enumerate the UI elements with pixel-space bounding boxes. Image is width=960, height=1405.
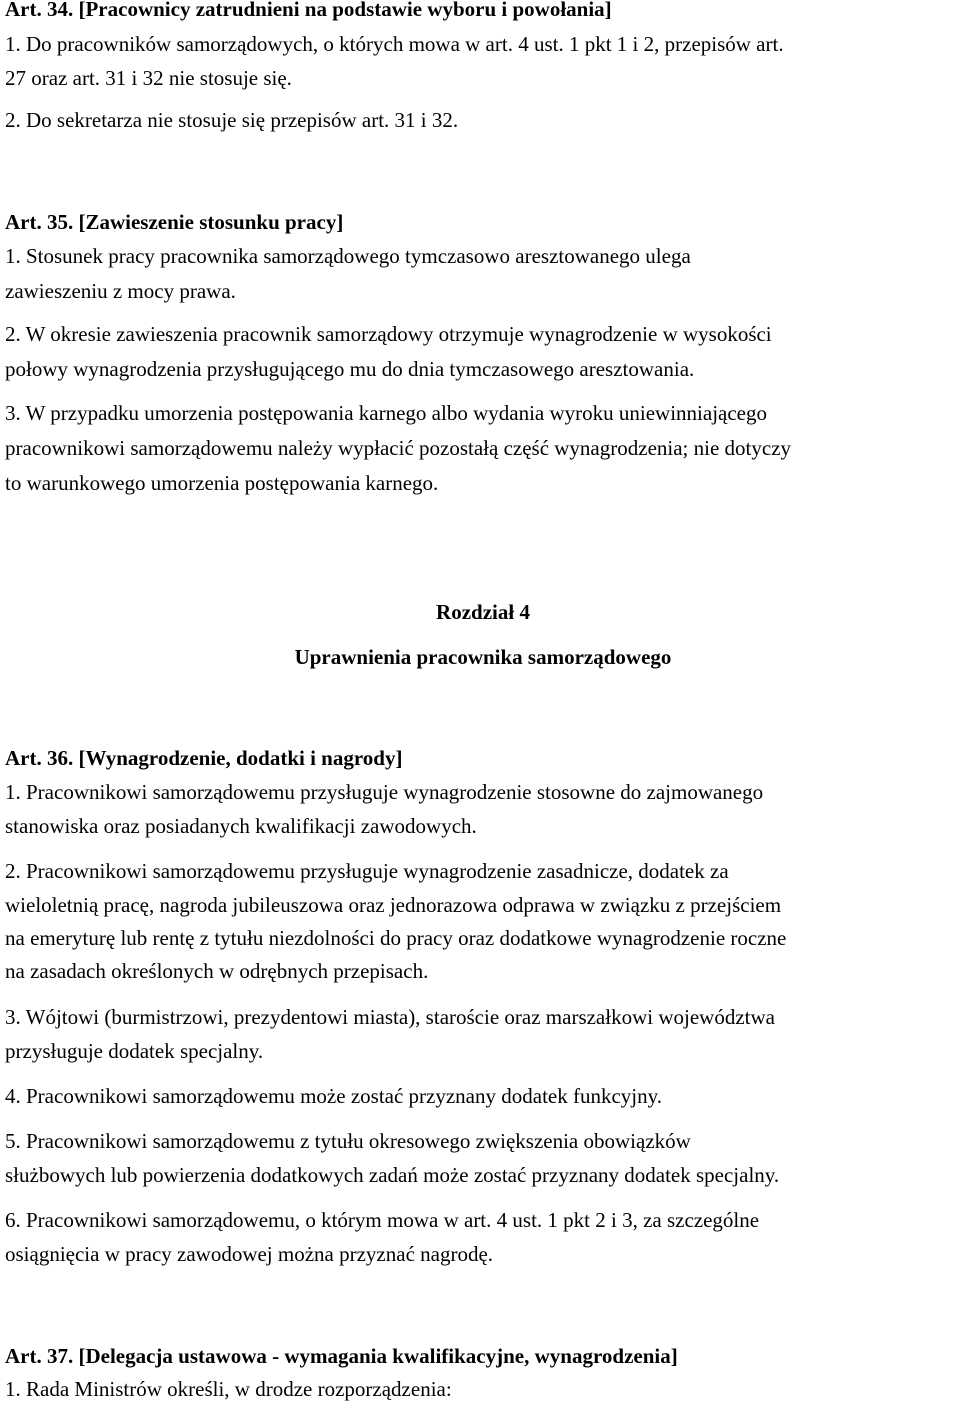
chapter-number: Rozdział 4 bbox=[436, 600, 530, 624]
art36-para4-line1: 4. Pracownikowi samorządowemu może zostać przyznany dodatek funkcyjny. bbox=[5, 1084, 663, 1108]
art36-heading: Art. 36. [Wynagrodzenie, dodatki i nagrody] bbox=[5, 746, 403, 770]
art37-heading: Art. 37. [Delegacja ustawowa - wymagania kwalifikacyjne, wynagrodzenia] bbox=[5, 1344, 678, 1368]
art36-para5-line2: służbowych lub powierzenia dodatkowych zadań może zostać przyznany dodatek specjalny. bbox=[5, 1163, 780, 1187]
art36-para2-line4: na zasadach określonych w odrębnych przepisach. bbox=[5, 959, 429, 983]
art36-para1-line2: stanowiska oraz posiadanych kwalifikacji zawodowych. bbox=[5, 814, 477, 838]
art35-para1-line2: zawieszeniu z mocy prawa. bbox=[5, 279, 236, 303]
art35-para2-line1: 2. W okresie zawieszenia pracownik samorządowy otrzymuje wynagrodzenie w wysokości bbox=[5, 322, 772, 346]
art36-para5-line1: 5. Pracownikowi samorządowemu z tytułu okresowego zwiększenia obowiązków bbox=[5, 1129, 691, 1153]
chapter-title: Uprawnienia pracownika samorządowego bbox=[294, 645, 672, 669]
art35-para2-line2: połowy wynagrodzenia przysługującego mu do dnia tymczasowego aresztowania. bbox=[5, 357, 695, 381]
art36-para6-line2: osiągnięcia w pracy zawodowej można przyznać nagrodę. bbox=[5, 1242, 494, 1266]
art34-para1-line1: 1. Do pracowników samorządowych, o których mowa w art. 4 ust. 1 pkt 1 i 2, przepisów art. bbox=[5, 32, 784, 56]
art35-para1-line1: 1. Stosunek pracy pracownika samorządowego tymczasowo aresztowanego ulega bbox=[5, 244, 691, 268]
art36-para2-line3: na emeryturę lub rentę z tytułu niezdolności do pracy oraz dodatkowe wynagrodzenie roczne bbox=[5, 926, 787, 950]
art34-para1-line2: 27 oraz art. 31 i 32 nie stosuje się. bbox=[5, 66, 292, 90]
art36-para2-line1: 2. Pracownikowi samorządowemu przysługuje wynagrodzenie zasadnicze, dodatek za bbox=[5, 859, 729, 883]
art36-para6-line1: 6. Pracownikowi samorządowemu, o którym mowa w art. 4 ust. 1 pkt 2 i 3, za szczególne bbox=[5, 1208, 760, 1232]
art35-para3-line1: 3. W przypadku umorzenia postępowania karnego albo wydania wyroku uniewinniającego bbox=[5, 401, 767, 425]
art35-heading: Art. 35. [Zawieszenie stosunku pracy] bbox=[5, 210, 344, 234]
art36-para3-line2: przysługuje dodatek specjalny. bbox=[5, 1039, 264, 1063]
art36-para3-line1: 3. Wójtowi (burmistrzowi, prezydentowi miasta), staroście oraz marszałkowi województwa bbox=[5, 1005, 775, 1029]
art36-para2-line2: wieloletnią pracę, nagroda jubileuszowa oraz jednorazowa odprawa w związku z przejściem bbox=[5, 893, 782, 917]
art34-heading: Art. 34. [Pracownicy zatrudnieni na podstawie wyboru i powołania] bbox=[5, 0, 612, 21]
art35-para3-line2: pracownikowi samorządowemu należy wypłacić pozostałą część wynagrodzenia; nie dotyczy bbox=[5, 436, 792, 460]
art36-para1-line1: 1. Pracownikowi samorządowemu przysługuje wynagrodzenie stosowne do zajmowanego bbox=[5, 780, 764, 804]
art37-para1-line1: 1. Rada Ministrów określi, w drodze rozporządzenia: bbox=[5, 1377, 452, 1401]
art35-para3-line3: to warunkowego umorzenia postępowania karnego. bbox=[5, 471, 439, 495]
art34-para2-line1: 2. Do sekretarza nie stosuje się przepisów art. 31 i 32. bbox=[5, 108, 459, 132]
